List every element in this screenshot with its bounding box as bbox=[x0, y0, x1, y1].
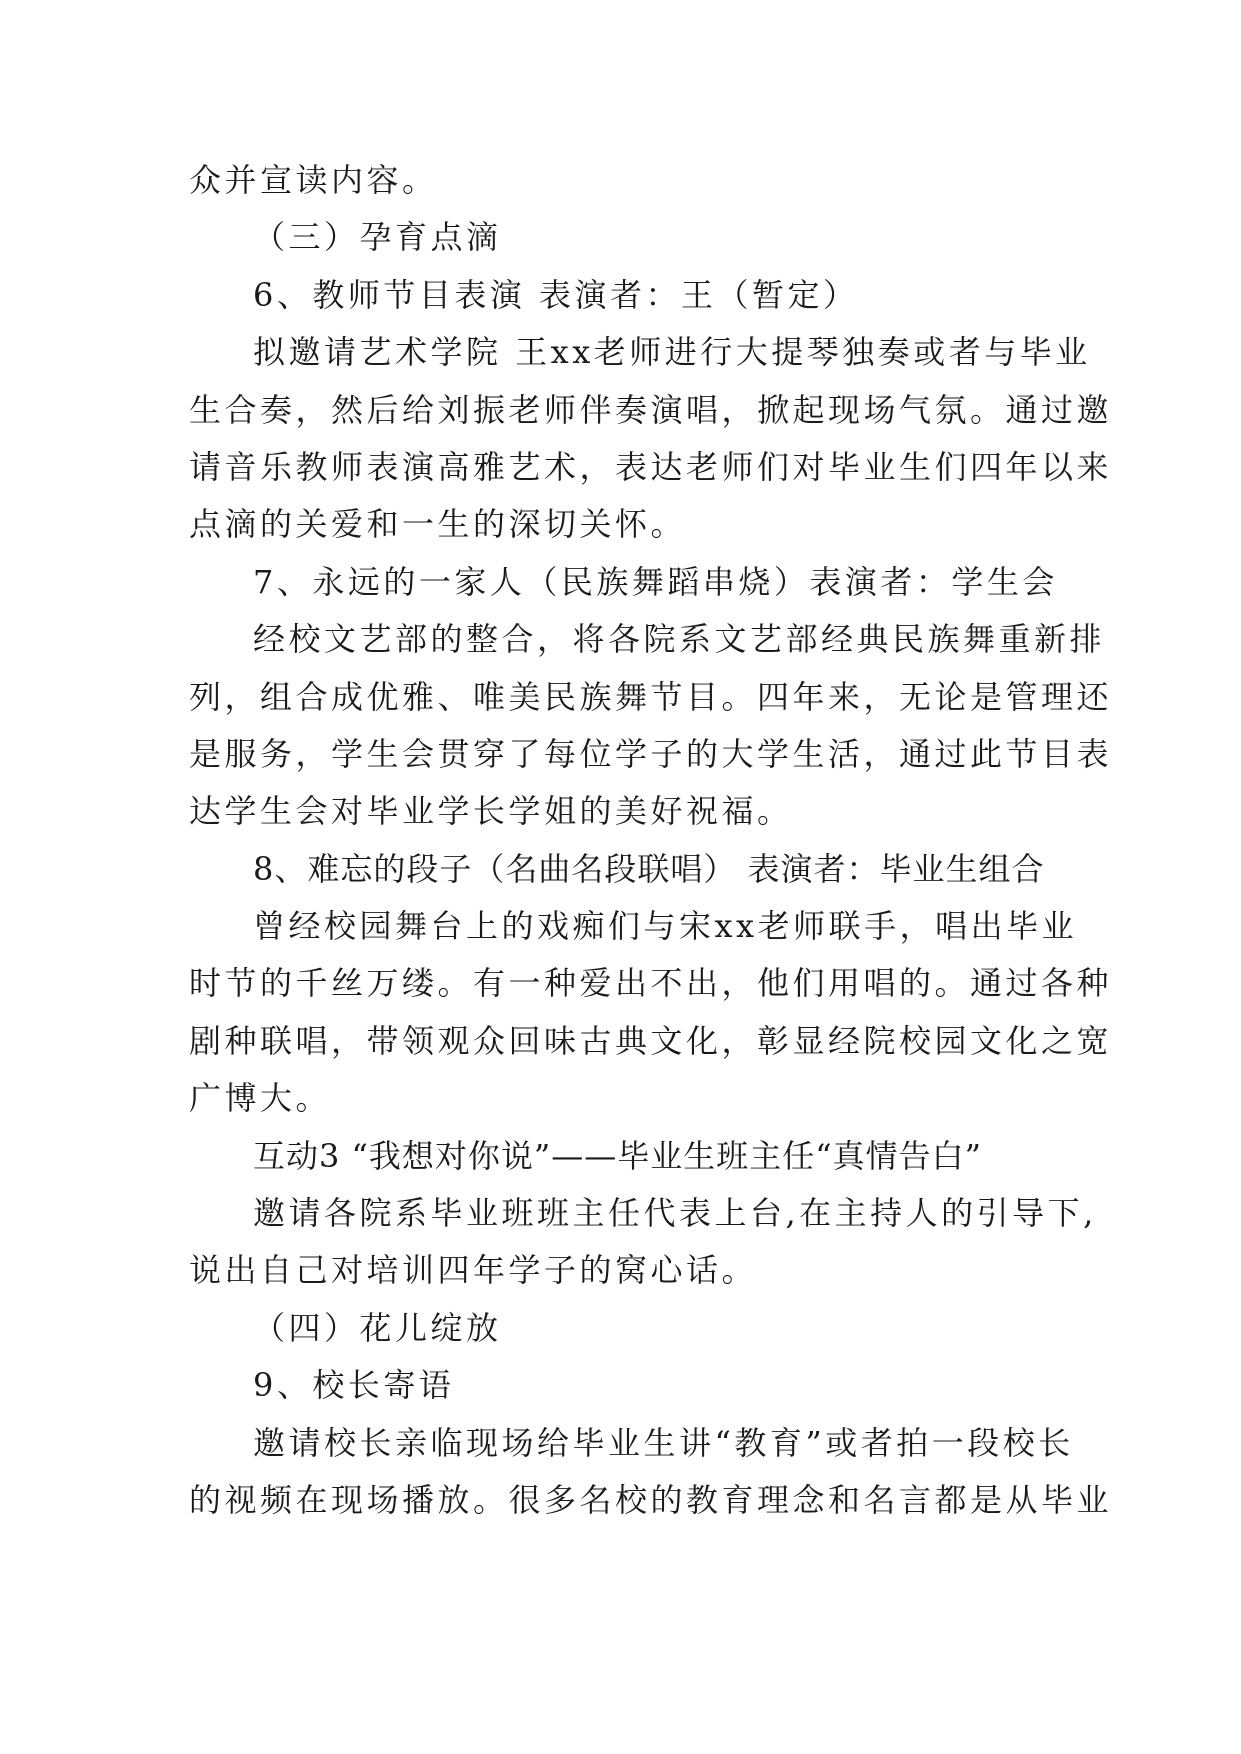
text-line-14: 曾经校园舞台上的戏痴们与宋xx老师联手，唱出毕业 bbox=[253, 907, 1078, 946]
text-line-11: 是服务，学生会贯穿了每位学子的大学生活，通过此节目表 bbox=[189, 734, 1113, 773]
text-line-9: 经校文艺部的整合，将各院系文艺部经典民族舞重新排 bbox=[253, 620, 1106, 659]
text-line-4: 拟邀请艺术学院 王xx老师进行大提琴独奏或者与毕业 bbox=[253, 333, 1091, 372]
text-line-23: 邀请校长亲临现场给毕业生讲“教育”或者拍一段校长 bbox=[253, 1423, 1074, 1462]
section-heading-3: （三）孕育点滴 bbox=[253, 218, 502, 257]
text-line-7: 点滴的关爱和一生的深切关怀。 bbox=[189, 505, 687, 544]
text-line-1: 众并宣读内容。 bbox=[189, 161, 438, 199]
text-line-17: 广博大。 bbox=[189, 1079, 332, 1118]
text-line-12: 达学生会对毕业学长学姐的美好祝福。 bbox=[189, 792, 793, 831]
text-line-24: 的视频在现场播放。很多名校的教育理念和名言都是从毕业 bbox=[189, 1480, 1113, 1519]
text-line-5: 生合奏，然后给刘振老师伴奏演唱，掀起现场气氛。通过邀 bbox=[189, 390, 1113, 429]
program-item-9-title: 9、校长寄语 bbox=[253, 1366, 455, 1405]
text-line-19: 邀请各院系毕业班班主任代表上台,在主持人的引导下, bbox=[253, 1194, 1097, 1233]
section-heading-4: （四）花儿绽放 bbox=[253, 1308, 502, 1347]
program-item-8-title: 8、难忘的段子（名曲名段联唱） 表演者：毕业生组合 bbox=[253, 849, 1045, 888]
text-line-15: 时节的千丝万缕。有一种爱出不出，他们用唱的。通过各种 bbox=[189, 964, 1113, 1003]
document-body bbox=[189, 152, 1113, 1529]
text-line-20: 说出自己对培训四年学子的窝心话。 bbox=[189, 1251, 758, 1290]
text-line-16: 剧种联唱，带领观众回味古典文化，彰显经院校园文化之宽 bbox=[189, 1021, 1113, 1060]
text-line-6: 请音乐教师表演高雅艺术，表达老师们对毕业生们四年以来 bbox=[189, 447, 1113, 486]
program-item-6-title: 6、教师节目表演 表演者：王（暂定） bbox=[253, 275, 859, 314]
interaction-3-title: 互动3 “我想对你说”——毕业生班主任“真情告白” bbox=[253, 1136, 982, 1175]
text-line-10: 列，组合成优雅、唯美民族舞节目。四年来，无论是管理还 bbox=[189, 677, 1113, 716]
program-item-7-title: 7、永远的一家人（民族舞蹈串烧）表演者：学生会 bbox=[253, 562, 1058, 601]
